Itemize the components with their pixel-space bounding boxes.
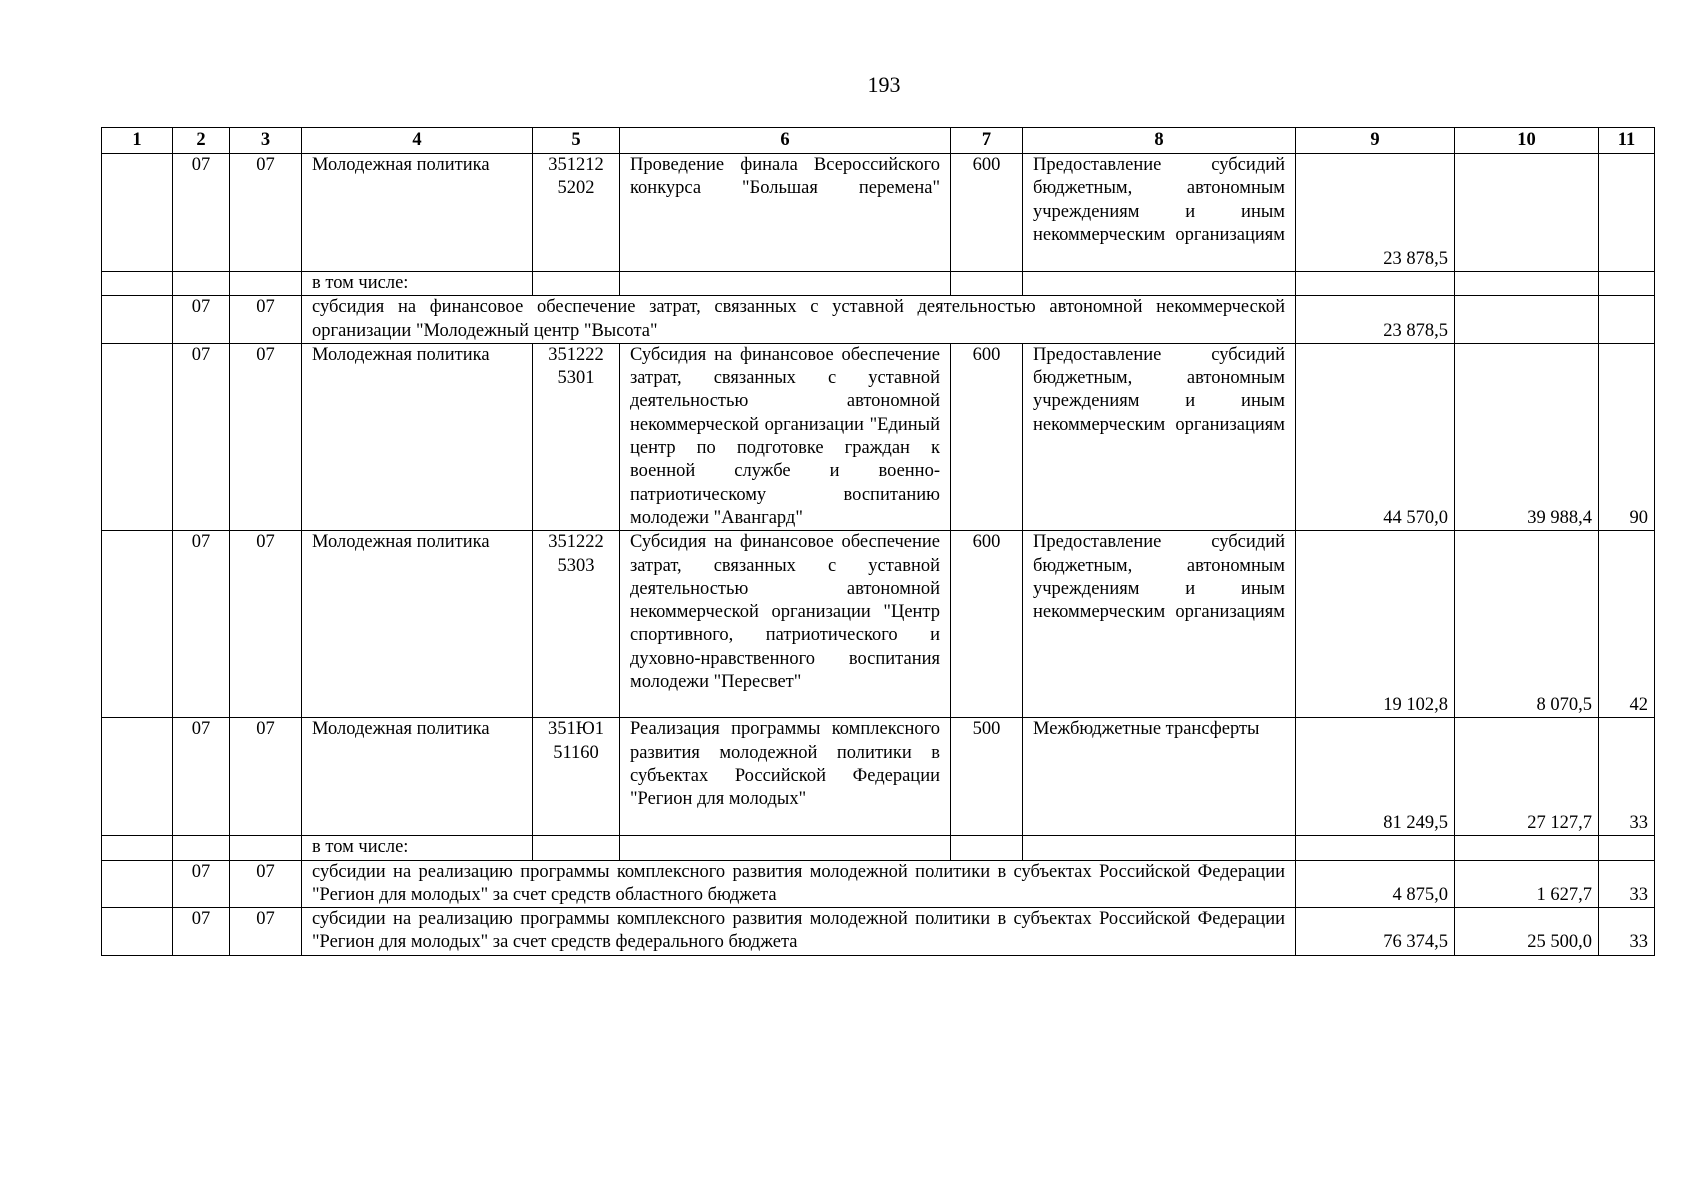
cell-subsection: 07 xyxy=(230,860,302,908)
cell-amount-actual: 8 070,5 xyxy=(1455,531,1599,718)
cell-description: Проведение финала Всероссийского конкурса "Большая перемена" xyxy=(620,154,951,272)
cell-amount-actual xyxy=(1455,272,1599,296)
cell-description: Субсидия на финансовое обеспечение затрат, связанных с уставной деятельностью автономной некоммерческой организации "Центр спортивного, патриотического и духовно-нравственного воспитания молодежи "Пересвет" xyxy=(620,531,951,718)
cell-subsection: 07 xyxy=(230,718,302,836)
cell-amount-plan xyxy=(1296,272,1455,296)
table-row xyxy=(102,154,1655,272)
cell-amount-actual: 25 500,0 xyxy=(1455,908,1599,956)
cell-name: Молодежная политика xyxy=(302,718,533,836)
cell-amount-plan: 23 878,5 xyxy=(1296,296,1455,344)
budget-table xyxy=(101,127,1655,956)
cell-amount-plan: 4 875,0 xyxy=(1296,860,1455,908)
cell-name: Молодежная политика xyxy=(302,531,533,718)
header-col-4: 4 xyxy=(302,128,533,154)
cell-col-1 xyxy=(102,860,173,908)
cell-description xyxy=(620,836,951,860)
cell-subsection: 07 xyxy=(230,154,302,272)
cell-col-1 xyxy=(102,718,173,836)
cell-percent: 42 xyxy=(1599,531,1655,718)
cell-description xyxy=(620,272,951,296)
cell-subsection: 07 xyxy=(230,908,302,956)
table-row xyxy=(102,531,1655,718)
cell-amount-plan: 23 878,5 xyxy=(1296,154,1455,272)
cell-col-1 xyxy=(102,531,173,718)
cell-expense-type: 600 xyxy=(951,154,1023,272)
cell-amount-actual xyxy=(1455,154,1599,272)
cell-amount-actual: 39 988,4 xyxy=(1455,343,1599,530)
cell-subsection xyxy=(230,272,302,296)
cell-section: 07 xyxy=(173,343,230,530)
cell-col-1 xyxy=(102,154,173,272)
cell-col-1 xyxy=(102,908,173,956)
cell-amount-plan: 81 249,5 xyxy=(1296,718,1455,836)
cell-expense-type-name: Предоставление субсидий бюджетным, автономным учреждениям и иным некоммерческим организациям xyxy=(1023,343,1296,530)
cell-subsection: 07 xyxy=(230,343,302,530)
cell-col-1 xyxy=(102,836,173,860)
cell-subsection xyxy=(230,836,302,860)
table-row xyxy=(102,860,1655,908)
header-col-9: 9 xyxy=(1296,128,1455,154)
cell-amount-plan: 19 102,8 xyxy=(1296,531,1455,718)
cell-description: Субсидия на финансовое обеспечение затрат, связанных с уставной деятельностью автономной некоммерческой организации "Единый центр по подготовке граждан к военной службе и военно-патриотическому воспитанию молодежи "Авангард" xyxy=(620,343,951,530)
cell-merged-description: субсидии на реализацию программы комплексного развития молодежной политики в субъектах Российской Федерации "Регион для молодых" за счет средств федерального бюджета xyxy=(302,908,1296,956)
cell-amount-plan xyxy=(1296,836,1455,860)
cell-section xyxy=(173,836,230,860)
header-col-7: 7 xyxy=(951,128,1023,154)
cell-target-code: 351Ю1 51160 xyxy=(533,718,620,836)
cell-percent: 33 xyxy=(1599,718,1655,836)
table-row xyxy=(102,272,1655,296)
cell-name: Молодежная политика xyxy=(302,343,533,530)
table-row xyxy=(102,908,1655,956)
header-col-11: 11 xyxy=(1599,128,1655,154)
cell-expense-type xyxy=(951,272,1023,296)
cell-percent xyxy=(1599,296,1655,344)
cell-amount-actual: 1 627,7 xyxy=(1455,860,1599,908)
cell-expense-type xyxy=(951,836,1023,860)
cell-target-code xyxy=(533,836,620,860)
cell-target-code: 351222 5301 xyxy=(533,343,620,530)
cell-section xyxy=(173,272,230,296)
cell-name: в том числе: xyxy=(302,836,533,860)
header-row xyxy=(102,128,1655,154)
header-col-2: 2 xyxy=(173,128,230,154)
cell-section: 07 xyxy=(173,531,230,718)
cell-amount-actual xyxy=(1455,296,1599,344)
header-col-1: 1 xyxy=(102,128,173,154)
cell-section: 07 xyxy=(173,718,230,836)
header-col-5: 5 xyxy=(533,128,620,154)
cell-subsection: 07 xyxy=(230,531,302,718)
cell-expense-type: 600 xyxy=(951,531,1023,718)
cell-target-code: 351212 5202 xyxy=(533,154,620,272)
cell-section: 07 xyxy=(173,296,230,344)
header-col-3: 3 xyxy=(230,128,302,154)
page-number: 193 xyxy=(867,72,901,97)
table-row xyxy=(102,343,1655,530)
header-col-6: 6 xyxy=(620,128,951,154)
cell-name: в том числе: xyxy=(302,272,533,296)
header-col-8: 8 xyxy=(1023,128,1296,154)
cell-amount-actual xyxy=(1455,836,1599,860)
cell-target-code: 351222 5303 xyxy=(533,531,620,718)
cell-expense-type-name xyxy=(1023,836,1296,860)
cell-expense-type-name xyxy=(1023,272,1296,296)
cell-amount-actual: 27 127,7 xyxy=(1455,718,1599,836)
table-row xyxy=(102,296,1655,344)
header-col-10: 10 xyxy=(1455,128,1599,154)
cell-merged-description: субсидии на реализацию программы комплексного развития молодежной политики в субъектах Российской Федерации "Регион для молодых" за счет средств областного бюджета xyxy=(302,860,1296,908)
cell-col-1 xyxy=(102,296,173,344)
cell-expense-type: 600 xyxy=(951,343,1023,530)
cell-amount-plan: 44 570,0 xyxy=(1296,343,1455,530)
cell-col-1 xyxy=(102,272,173,296)
cell-percent: 90 xyxy=(1599,343,1655,530)
cell-expense-type-name: Предоставление субсидий бюджетным, автономным учреждениям и иным некоммерческим организациям xyxy=(1023,154,1296,272)
cell-percent xyxy=(1599,836,1655,860)
cell-merged-description: субсидия на финансовое обеспечение затрат, связанных с уставной деятельностью автономной некоммерческой организации "Молодежный центр "Высота" xyxy=(302,296,1296,344)
cell-name: Молодежная политика xyxy=(302,154,533,272)
cell-section: 07 xyxy=(173,154,230,272)
table-row xyxy=(102,718,1655,836)
cell-description: Реализация программы комплексного развития молодежной политики в субъектах Российской Федерации "Регион для молодых" xyxy=(620,718,951,836)
cell-amount-plan: 76 374,5 xyxy=(1296,908,1455,956)
cell-percent xyxy=(1599,272,1655,296)
cell-percent: 33 xyxy=(1599,908,1655,956)
cell-section: 07 xyxy=(173,860,230,908)
table-row xyxy=(102,836,1655,860)
cell-target-code xyxy=(533,272,620,296)
cell-expense-type-name: Предоставление субсидий бюджетным, автономным учреждениям и иным некоммерческим организациям xyxy=(1023,531,1296,718)
cell-expense-type-name: Межбюджетные трансферты xyxy=(1023,718,1296,836)
cell-subsection: 07 xyxy=(230,296,302,344)
cell-col-1 xyxy=(102,343,173,530)
cell-percent: 33 xyxy=(1599,860,1655,908)
cell-expense-type: 500 xyxy=(951,718,1023,836)
cell-section: 07 xyxy=(173,908,230,956)
cell-percent xyxy=(1599,154,1655,272)
